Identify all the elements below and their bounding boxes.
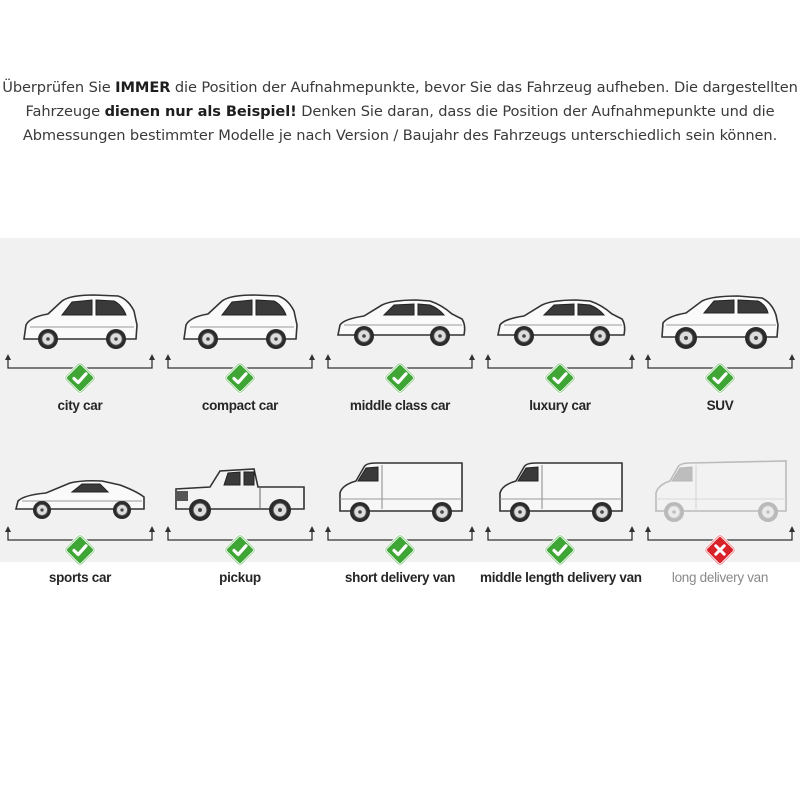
vehicle-label: pickup bbox=[219, 570, 261, 585]
notice-line-1 bbox=[0, 76, 800, 100]
vehicle-card-suv bbox=[640, 268, 800, 418]
vehicle-card-long-delivery-van bbox=[640, 440, 800, 590]
vehicle-label: long delivery van bbox=[671, 570, 769, 585]
check-icon bbox=[223, 361, 257, 395]
check-icon bbox=[543, 361, 577, 395]
vehicle-card-luxury-car bbox=[480, 268, 640, 418]
vehicle-short-delivery-van-illustration bbox=[330, 450, 470, 528]
vehicle-card-short-delivery-van bbox=[320, 440, 480, 590]
notice-text: die Position der Aufnahmepunkte, bevor Sie das Fahrzeug aufheben. Die dargestellten bbox=[170, 79, 798, 96]
vehicle-card-sports-car bbox=[0, 440, 160, 590]
vehicle-compatibility-panel bbox=[0, 238, 800, 585]
check-icon bbox=[223, 533, 257, 567]
cross-icon bbox=[703, 533, 737, 567]
vehicle-long-delivery-van-illustration bbox=[650, 450, 790, 528]
vehicle-sports-car-illustration bbox=[10, 450, 150, 528]
notice-text: Fahrzeuge bbox=[25, 103, 105, 120]
vehicle-card-middle-class-car bbox=[320, 268, 480, 418]
notice-emphasis-always: IMMER bbox=[115, 79, 171, 96]
vehicle-pickup-illustration bbox=[170, 450, 310, 528]
check-icon bbox=[63, 533, 97, 567]
check-icon bbox=[383, 361, 417, 395]
vehicle-label: luxury car bbox=[529, 398, 591, 413]
vehicle-card-compact-car bbox=[160, 268, 320, 418]
check-icon bbox=[63, 361, 97, 395]
vehicle-middle-class-car-illustration bbox=[330, 278, 470, 356]
vehicle-label: compact car bbox=[201, 398, 279, 413]
vehicle-label: SUV bbox=[706, 398, 734, 413]
vehicle-label: short delivery van bbox=[344, 570, 456, 585]
lift-point-notice bbox=[0, 76, 800, 148]
notice-text: Überprüfen Sie bbox=[2, 79, 116, 96]
vehicle-card-pickup bbox=[160, 440, 320, 590]
vehicle-label: middle length delivery van bbox=[480, 570, 642, 585]
vehicle-label: city car bbox=[57, 398, 103, 413]
check-icon bbox=[383, 533, 417, 567]
vehicle-label: sports car bbox=[48, 570, 112, 585]
vehicle-card-middle-length-delivery-van bbox=[480, 440, 640, 590]
vehicle-label: middle class car bbox=[349, 398, 451, 413]
vehicle-middle-length-delivery-van-illustration bbox=[490, 450, 630, 528]
vehicle-grid bbox=[0, 238, 800, 585]
vehicle-card-city-car bbox=[0, 268, 160, 418]
vehicle-compact-car-illustration bbox=[170, 278, 310, 356]
vehicle-luxury-car-illustration bbox=[490, 278, 630, 356]
check-icon bbox=[703, 361, 737, 395]
notice-line-2 bbox=[0, 100, 800, 124]
notice-text: Denken Sie daran, dass die Position der Aufnahmepunkte und die bbox=[296, 103, 775, 120]
notice-line-3: Abmessungen bestimmter Modelle je nach Version / Baujahr des Fahrzeugs unterschiedlich sein können. bbox=[22, 127, 778, 144]
check-icon bbox=[543, 533, 577, 567]
vehicle-suv-illustration bbox=[650, 278, 790, 356]
vehicle-city-car-illustration bbox=[10, 278, 150, 356]
notice-emphasis-example: dienen nur als Beispiel! bbox=[104, 103, 297, 120]
